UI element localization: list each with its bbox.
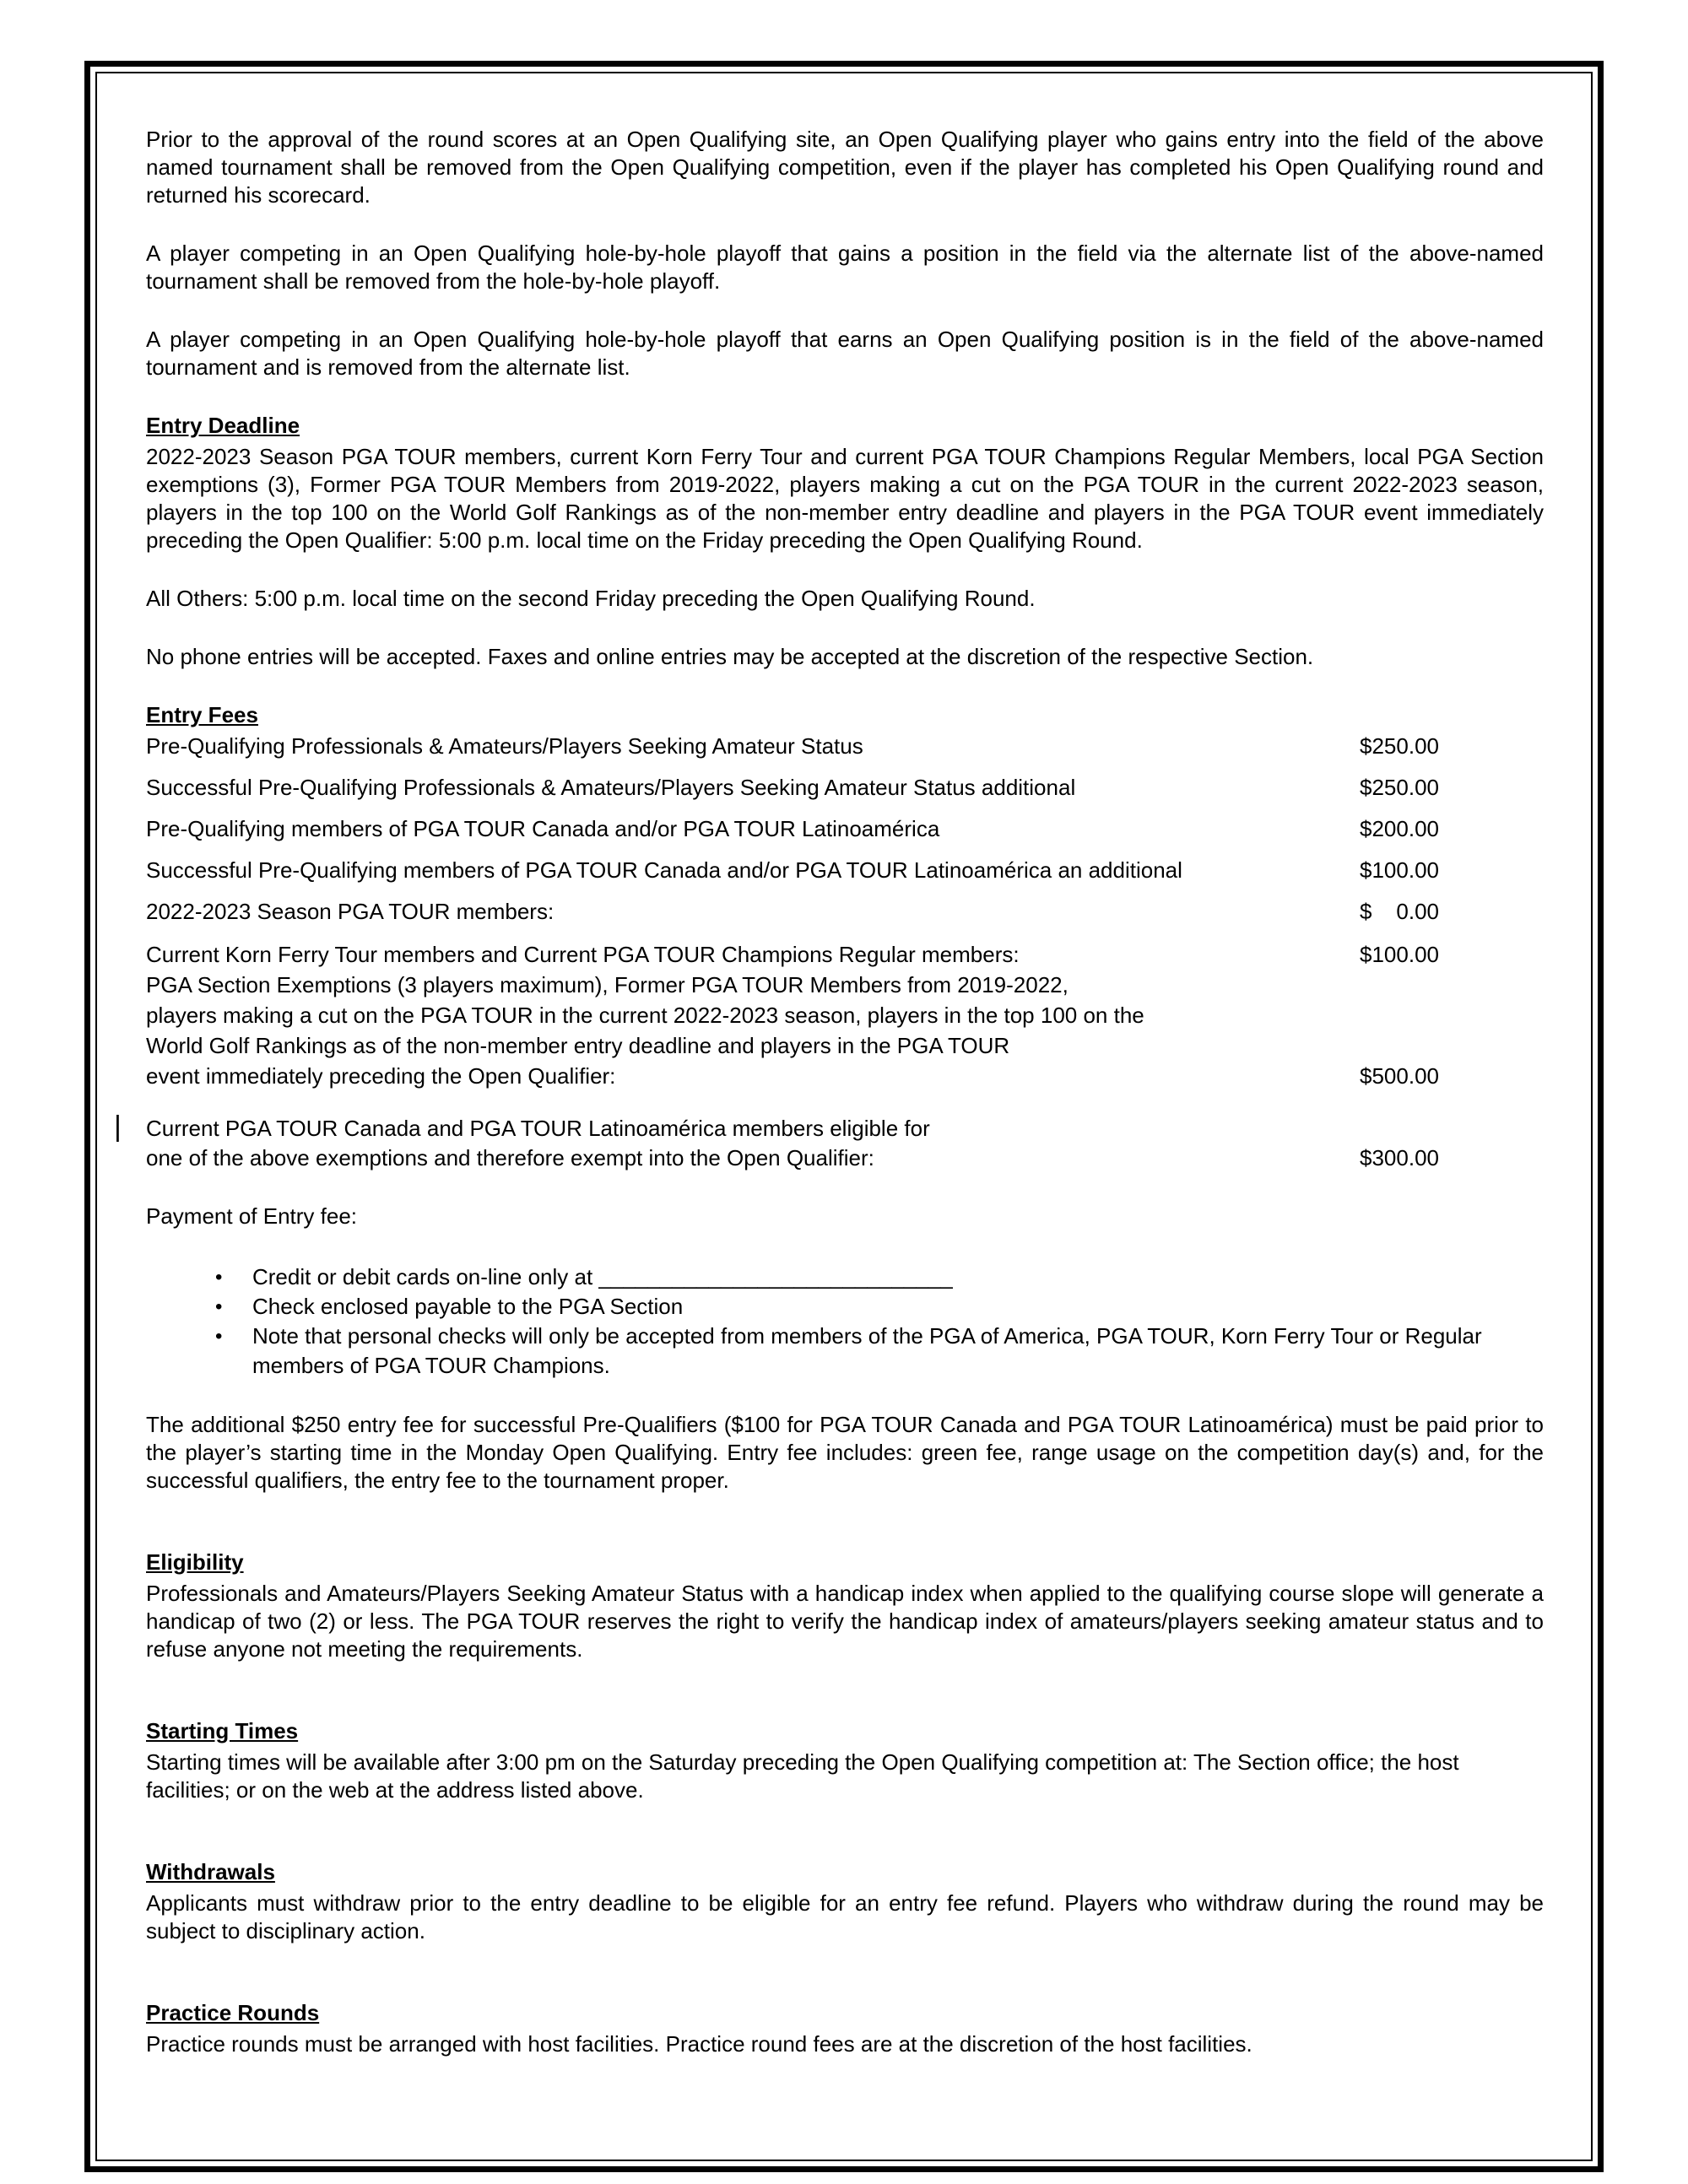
entry-deadline-all-others: All Others: 5:00 p.m. local time on the second Friday preceding the Open Qualifying Round. <box>146 586 1036 611</box>
bullet-text: Credit or debit cards on-line only at _____________________________ <box>252 1264 953 1289</box>
fee-amount: $100.00 <box>1360 942 1439 967</box>
practice-rounds-heading: Practice Rounds <box>146 2000 320 2025</box>
entry-deadline-no-phone: No phone entries will be accepted. Faxes and online entries may be accepted at the discretion of the respective Section. <box>146 644 1314 669</box>
fee-continuation-line: players making a cut on the PGA TOUR in the current 2022-2023 season, players in the top 100 on the <box>146 1003 1144 1028</box>
list-item <box>146 1262 1544 1292</box>
revision-mark: | <box>114 1111 122 1143</box>
additional-fee-paragraph: The additional $250 entry fee for successful Pre-Qualifiers ($100 for PGA TOUR Canada and PGA TOUR Latinoamérica) must be paid prior to the player’s starting time in the Monday Open Qualifying. Entry fee includes: green fee, range usage on the competition day(s) and, for the successful qualifiers, the entry fee to the tournament proper. <box>146 1412 1544 1493</box>
fee-label: 2022-2023 Season PGA TOUR members: <box>146 899 555 924</box>
payment-intro: Payment of Entry fee: <box>146 1203 358 1229</box>
intro-paragraph-3: A player competing in an Open Qualifying hole-by-hole playoff that earns an Open Qualifying position is in the field of the above-named tournament and is removed from the alternate list. <box>146 327 1544 380</box>
fee-continuation-line: World Golf Rankings as of the non-member entry deadline and players in the PGA TOUR <box>146 1033 1010 1058</box>
bullet-text: Check enclosed payable to the PGA Section <box>252 1294 684 1319</box>
fee-korn-ferry-block <box>146 939 1544 1091</box>
fee-label: Successful Pre-Qualifying Professionals & Amateurs/Players Seeking Amateur Status additional <box>146 775 1076 800</box>
fee-amount: $ 0.00 <box>1360 899 1439 924</box>
fee-label: Current Korn Ferry Tour members and Current PGA TOUR Champions Regular members: <box>146 942 1020 967</box>
fee-row <box>146 1143 1439 1172</box>
fee-amount: $100.00 <box>1360 857 1439 883</box>
starting-times-heading: Starting Times <box>146 1718 299 1743</box>
fee-amount: $250.00 <box>1360 775 1439 800</box>
payment-bullet-list <box>146 1262 1544 1381</box>
entry-deadline-members-text: 2022-2023 Season PGA TOUR members, current Korn Ferry Tour and current PGA TOUR Champions Regular Members, local PGA Section exemptions (3), Former PGA TOUR Members from 2019-2022, players making a cut on the PGA TOUR in the current 2022-2023 season, players in the top 100 on the World Golf Rankings as of the non-member entry deadline and players in the PGA TOUR event immediately preceding the Open Qualifier: 5:00 p.m. local time on the Friday preceding the Open Qualifying Round. <box>146 444 1544 553</box>
fee-amount: $300.00 <box>1360 1145 1439 1170</box>
page-border-outer <box>84 61 1604 2172</box>
starting-times-text: Starting times will be available after 3:00 pm on the Saturday preceding the Open Qualifying competition at: The Section office; the host facilities; or on the web at the address listed above. <box>146 1749 1459 1803</box>
bullet-icon: • <box>215 1295 223 1318</box>
fee-row <box>146 898 1439 926</box>
list-item <box>146 1322 1544 1381</box>
bullet-icon: • <box>215 1266 223 1289</box>
fee-continuation-line: Current PGA TOUR Canada and PGA TOUR Latinoamérica members eligible for <box>146 1116 930 1141</box>
document-content <box>97 73 1591 2058</box>
fee-label: Successful Pre-Qualifying members of PGA TOUR Canada and/or PGA TOUR Latinoamérica an additional <box>146 857 1182 883</box>
fee-row <box>146 939 1439 970</box>
page-border-inner <box>95 72 1593 2161</box>
fee-row <box>146 1061 1439 1091</box>
withdrawals-heading: Withdrawals <box>146 1859 275 1884</box>
withdrawals-text: Applicants must withdraw prior to the entry deadline to be eligible for an entry fee refund. Players who withdraw during the round may be subject to disciplinary action. <box>146 1890 1544 1943</box>
bullet-text: Note that personal checks will only be accepted from members of the PGA of America, PGA TOUR, Korn Ferry Tour or Regular members of PGA TOUR Champions. <box>252 1323 1482 1378</box>
eligibility-heading: Eligibility <box>146 1549 244 1575</box>
fee-label: one of the above exemptions and therefore exempt into the Open Qualifier: <box>146 1145 874 1170</box>
entry-deadline-heading: Entry Deadline <box>146 413 300 438</box>
entry-fees-table <box>114 733 1544 1172</box>
intro-paragraph-2: A player competing in an Open Qualifying hole-by-hole playoff that gains a position in the field via the alternate list of the above-named tournament shall be removed from the hole-by-hole playoff. <box>146 241 1544 294</box>
fee-continuation-line: PGA Section Exemptions (3 players maximum), Former PGA TOUR Members from 2019-2022, <box>146 972 1069 997</box>
practice-rounds-text: Practice rounds must be arranged with host facilities. Practice round fees are at the discretion of the host facilities. <box>146 2031 1252 2057</box>
fee-row <box>146 815 1439 843</box>
bullet-icon: • <box>215 1325 223 1348</box>
fee-amount: $500.00 <box>1360 1063 1439 1089</box>
entry-fees-heading: Entry Fees <box>146 702 258 727</box>
intro-paragraph-1: Prior to the approval of the round scores at an Open Qualifying site, an Open Qualifying player who gains entry into the field of the above named tournament shall be removed from the Open Qualifying competition, even if the player has completed his Open Qualifying round and returned his scorecard. <box>146 127 1544 208</box>
fee-amount: $250.00 <box>1360 733 1439 759</box>
fee-row <box>146 733 1439 760</box>
fee-canada-block <box>114 1111 1544 1172</box>
list-item <box>146 1292 1544 1322</box>
fee-label: Pre-Qualifying members of PGA TOUR Canada and/or PGA TOUR Latinoamérica <box>146 816 940 841</box>
fee-label: event immediately preceding the Open Qualifier: <box>146 1063 616 1089</box>
fee-row <box>146 857 1439 884</box>
fee-row <box>146 774 1439 802</box>
eligibility-text: Professionals and Amateurs/Players Seeking Amateur Status with a handicap index when applied to the qualifying course slope will generate a handicap of two (2) or less. The PGA TOUR reserves the right to verify the handicap index of amateurs/players seeking amateur status and to refuse anyone not meeting the requirements. <box>146 1581 1544 1662</box>
fee-amount: $200.00 <box>1360 816 1439 841</box>
fee-label: Pre-Qualifying Professionals & Amateurs/Players Seeking Amateur Status <box>146 733 863 759</box>
